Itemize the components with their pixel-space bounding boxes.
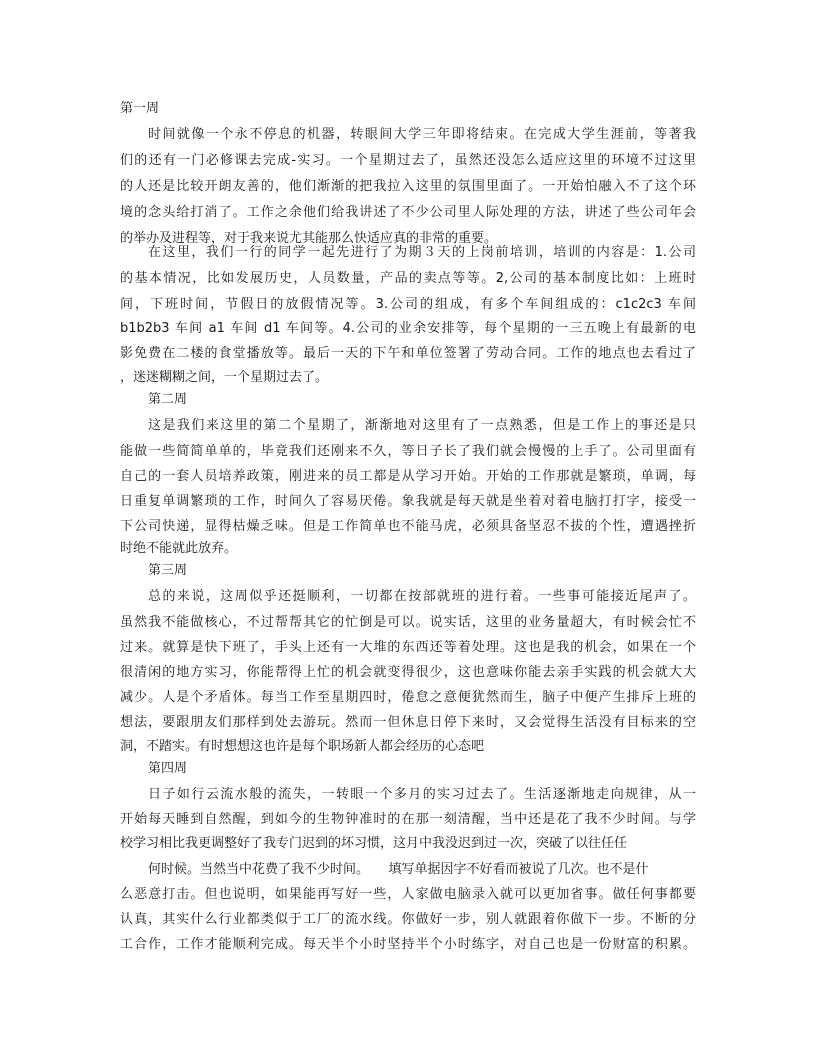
paragraph-line: 时绝不能就此放弃。 [120, 541, 238, 556]
paragraph-line: 想法，要跟朋友们那样到处去游玩。然而一但休息日停下来时，又会觉得生活没有目标来的空 [120, 715, 696, 730]
paragraph-line: 减少。人是个矛盾体。每当工作至星期四时，倦怠之意便犹然而生，脑子中便产生排斥上班的 [120, 690, 696, 705]
section-heading-week3: 第三周 [148, 563, 188, 578]
paragraph-line: 间，下班时间，节假日的放假情况等。3.公司的组成，有多个车间组成的：c1c2c3 车间 [120, 297, 696, 312]
paragraph-line: 校学习相比我更调整好了我专门迟到的坏习惯，这月中我没迟到过一次，突破了以往任任 [120, 836, 628, 851]
paragraph-line: 的人还是比较开朗友善的，他们渐渐的把我拉入这里的氛围里面了。一开始怕融入不了这个环 [120, 179, 696, 194]
paragraph-line: 们的还有一门必修课去完成-实习。一个星期过去了，虽然还没怎么适应这里的环境不过这里 [120, 153, 696, 168]
paragraph-line: 境的念头给打消了。工作之余他们给我讲述了不少公司里人际处理的方法，讲述了些公司年会 [120, 205, 696, 220]
paragraph-line: 么恶意打击。但也说明，如果能再写好一些，人家做电脑录入就可以更加省事。做任何事都要 [120, 887, 696, 902]
section-heading-week1: 第一周 [120, 101, 160, 116]
paragraph-line: 何时候。当然当中花费了我不少时间。 填写单据因字不好看而被说了几次。也不是什 [148, 862, 649, 877]
paragraph-line: 这是我们来这里的第二个星期了，渐渐地对这里有了一点熟悉，但是工作上的事还是只 [148, 418, 696, 433]
paragraph-line: 的基本情况，比如发展历史，人员数量，产品的卖点等等。2,公司的基本制度比如：上班时 [120, 271, 696, 286]
paragraph-line: 洞，不踏实。有时想想这也许是每个职场新人都会经历的心态吧 [120, 739, 485, 754]
paragraph-line: 很清闲的地方实习，你能帮得上忙的机会就变得很少，这也意味你能去亲手实践的机会就大大 [120, 665, 696, 680]
paragraph-line: 能做一些简简单单的，毕竟我们还刚来不久，等日子长了我们就会慢慢的上手了。公司里面有 [120, 444, 696, 459]
paragraph-line: 日重复单调繁琐的工作，时间久了容易厌倦。象我就是每天就是坐着对着电脑打打字，接受一 [120, 494, 696, 509]
section-heading-week2: 第二周 [148, 392, 188, 407]
paragraph-line: 影免费在二楼的食堂播放等。最后一天的下午和单位签署了劳动合同。工作的地点也去看过了 [120, 346, 696, 361]
paragraph-line: 时间就像一个永不停息的机器，转眼间大学三年即将结束。在完成大学生涯前，等著我 [148, 127, 696, 142]
paragraph-line: 总的来说，这周似乎还挺顺利，一切都在按部就班的进行着。一些事可能接近尾声了。 [148, 589, 696, 604]
paragraph-line: 开始每天睡到自然醒，到如今的生物钟准时的在那一刻清醒，当中还是花了我不少时间。与学 [120, 812, 696, 827]
paragraph-line: 的举办及进程等，对于我来说尤其能那么快适应真的非常的重要。 [120, 231, 498, 246]
paragraph-line: 下公司快递，显得枯燥乏味。但是工作简单也不能马虎，必须具备坚忍不拔的个性，遭遇挫折 [120, 519, 696, 534]
paragraph-line: b1b2b3 车间 a1 车间 d1 车间等。4.公司的业余安排等，每个星期的一三五晚上有最新的电 [120, 321, 696, 336]
paragraph-line: 工合作，工作才能顺利完成。每天半个小时坚持半个小时练字，对自己也是一份财富的积累。 [120, 937, 696, 952]
paragraph-line: 日子如行云流水般的流失，一转眼一个多月的实习过去了。生活逐渐地走向规律，从一 [148, 787, 696, 802]
section-heading-week4: 第四周 [148, 761, 188, 776]
paragraph-line: 过来。就算是快下班了，手头上还有一大堆的东西还等着处理。这也是我的机会，如果在一个 [120, 640, 696, 655]
paragraph-line: 认真，其实什么行业都类似于工厂的流水线。你做好一步，别人就跟着你做下一步。不断的分 [120, 912, 696, 927]
paragraph-line: 在这里，我们一行的同学一起先进行了为期３天的上岗前培训，培训的内容是：1.公司 [148, 245, 696, 260]
paragraph-line: ，迷迷糊糊之间，一个星期过去了。 [120, 370, 329, 385]
paragraph-line: 虽然我不能做核心，不过帮帮其它的忙倒是可以。说实话，这里的业务量超大，有时候会忙不 [120, 615, 696, 630]
paragraph-line: 自己的一套人员培养政策，刚进来的员工都是从学习开始。开始的工作那就是繁琐，单调，每 [120, 469, 696, 484]
